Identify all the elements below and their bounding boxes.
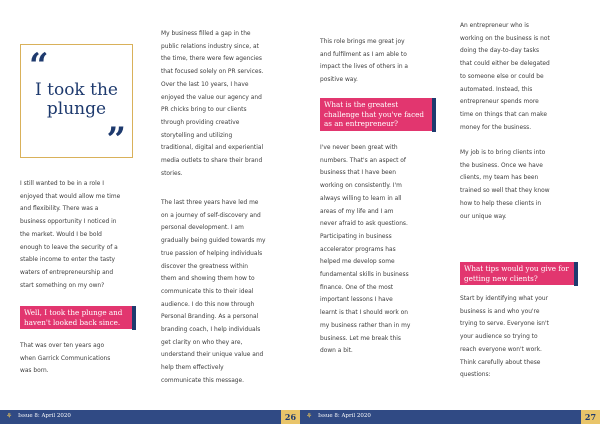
text-line: learnt is that I should work on xyxy=(320,310,408,317)
text-line: communicate this to their ideal xyxy=(161,288,254,295)
text-line: your audience so trying to xyxy=(460,334,538,341)
text-line: impact the lives of others in a xyxy=(320,64,409,71)
text-line: down a bit. xyxy=(320,348,353,355)
callout-bar-2 xyxy=(432,98,436,132)
text-line: reach everyone won't work. xyxy=(460,346,542,353)
text-line: was born. xyxy=(20,368,49,375)
text-line: Participating in business xyxy=(320,233,392,240)
text-line: enjoyed that would allow me time xyxy=(20,193,121,200)
right-col1-top-text xyxy=(320,36,408,87)
text-line: areas of my life and I am xyxy=(320,208,394,215)
text-line: helped me develop some xyxy=(320,259,395,266)
text-line: automated. Instead, this xyxy=(460,86,533,93)
left-col1-after-text xyxy=(20,340,110,378)
text-line: audience. I do this now through xyxy=(161,301,255,308)
pull-quote-text xyxy=(21,81,132,119)
text-line: questions: xyxy=(460,372,491,379)
text-line: personal development. I am xyxy=(161,225,244,232)
text-line: waters of entrepreneurship and xyxy=(20,269,114,276)
text-line: money for the business. xyxy=(460,124,532,131)
text-line: finance. One of the most xyxy=(320,284,394,291)
highlight-callout-3 xyxy=(460,262,574,285)
left-col1-text xyxy=(20,178,120,292)
text-line: true passion of helping individuals xyxy=(161,250,263,257)
flower-logo-icon: ⚘ xyxy=(6,412,13,420)
text-line: I still wanted to be in a role I xyxy=(20,181,104,187)
text-line: how to help these clients in xyxy=(460,200,542,207)
text-line: understand their unique value and xyxy=(161,352,264,359)
callout-line: challenge that you've faced xyxy=(324,109,424,119)
text-line: time on things that can make xyxy=(460,111,547,118)
text-line: the market. Would I be bold xyxy=(20,231,102,238)
text-line: Start by identifying what your xyxy=(460,296,549,302)
callout-line: What tips would you give for xyxy=(464,264,569,273)
text-line: always willing to learn in all xyxy=(320,195,402,202)
text-line: that focused solely on PR services. xyxy=(161,69,264,76)
callout-line: getting new clients? xyxy=(464,273,538,283)
text-line: the business. Once we have xyxy=(460,162,543,169)
right-page xyxy=(300,0,600,424)
text-line: working on consistently. I'm xyxy=(320,183,402,190)
text-line: An entrepreneur who is xyxy=(460,23,529,29)
text-line: media outlets to share their brand xyxy=(161,158,263,165)
footer-left xyxy=(0,410,300,424)
text-line: help them effectively xyxy=(161,365,224,372)
page-number-right: 27 xyxy=(581,410,600,424)
text-line: that could either be delegated xyxy=(460,61,550,68)
pull-quote-line-1: I took the xyxy=(35,80,118,100)
text-line: stories. xyxy=(161,170,183,177)
text-line: My business filled a gap in the xyxy=(161,31,251,37)
text-line: through providing creative xyxy=(161,119,240,126)
text-line xyxy=(460,134,550,147)
left-col2-bottom-text xyxy=(161,197,265,388)
text-line: working on the business is not xyxy=(460,35,550,42)
callout-line: Well, I took the plunge and xyxy=(24,308,123,317)
text-line: gradually being guided towards my xyxy=(161,238,266,245)
text-line: when Garrick Communications xyxy=(20,355,111,362)
page-number-left: 26 xyxy=(281,410,300,424)
text-line: discover the greatness within xyxy=(161,263,249,270)
text-line: get clarity on who they are, xyxy=(161,339,243,346)
right-col2-bottom-text xyxy=(460,293,549,382)
text-line: That was over ten years ago xyxy=(20,343,105,349)
text-line: never afraid to ask questions. xyxy=(320,221,408,228)
callout-bar-3 xyxy=(574,262,578,286)
footer-right xyxy=(300,410,600,424)
text-line: our unique way. xyxy=(460,213,507,220)
flower-logo-icon: ⚘ xyxy=(306,412,313,420)
text-line: accelerator programs has xyxy=(320,246,396,253)
pull-quote-box xyxy=(20,44,133,158)
pull-quote-line-2: plunge xyxy=(46,99,107,119)
text-line: enjoyed the value our agency and xyxy=(161,94,262,101)
text-line: business is and who you're xyxy=(460,308,540,315)
text-line: public relations industry since, at xyxy=(161,43,259,50)
text-line: positive way. xyxy=(320,77,358,84)
text-line: Think carefully about these xyxy=(460,359,541,366)
callout-bar-1 xyxy=(132,306,136,330)
text-line: on a journey of self-discovery and xyxy=(161,212,261,219)
text-line: stable income to enter the tasty xyxy=(20,257,116,264)
text-line: Personal Branding. As a personal xyxy=(161,314,259,321)
callout-line: haven't looked back since. xyxy=(24,317,121,327)
text-line: PR chicks bring to our clients xyxy=(161,107,247,114)
highlight-callout-1 xyxy=(20,306,132,329)
text-line: to someone else or could be xyxy=(460,73,544,80)
text-line: communicate this message. xyxy=(161,377,245,384)
text-line: Over the last 10 years, I have xyxy=(161,81,249,88)
open-quote-mark: “ xyxy=(29,46,49,86)
text-line: and flexibility. There was a xyxy=(20,206,99,213)
callout-line: What is the greatest xyxy=(324,100,399,109)
footer-issue-left: Issue 8: April 2020 xyxy=(18,413,71,419)
text-line: trying to serve. Everyone isn't xyxy=(460,321,549,328)
text-line: fundamental skills in business xyxy=(320,272,409,279)
footer-issue-right: Issue 8: April 2020 xyxy=(318,413,371,419)
text-line: business. Let me break this xyxy=(320,335,401,342)
right-col2-top-text xyxy=(460,20,550,223)
text-line: entrepreneur spends more xyxy=(460,99,539,106)
text-line: storytelling and utilizing xyxy=(161,132,233,139)
text-line: The last three years have led me xyxy=(161,200,259,206)
text-line: business opportunity I noticed in xyxy=(20,219,117,226)
close-quote-mark: ” xyxy=(106,120,126,160)
text-line: doing the day-to-day tasks xyxy=(460,48,540,55)
text-line: start something on my own? xyxy=(20,282,105,289)
text-line: traditional, digital and experiential xyxy=(161,145,264,152)
callout-line: as an entrepreneur? xyxy=(324,119,399,129)
text-line: the time, there were few agencies xyxy=(161,56,262,63)
highlight-callout-2 xyxy=(320,98,432,131)
right-col1-bottom-text xyxy=(320,142,410,358)
text-line: numbers. That's an aspect of xyxy=(320,157,406,164)
text-line: my business rather than in my xyxy=(320,322,411,329)
text-line: business that I have been xyxy=(320,170,397,177)
text-line: This role brings me great joy xyxy=(320,39,405,45)
text-line: important lessons I have xyxy=(320,297,393,304)
text-line: them and showing them how to xyxy=(161,276,255,283)
text-line: and fulfilment as I am able to xyxy=(320,51,407,58)
text-line: My job is to bring clients into xyxy=(460,150,546,157)
text-line: I've never been great with xyxy=(320,145,398,151)
text-line: enough to leave the security of a xyxy=(20,244,118,251)
text-line: clients, my team has been xyxy=(460,175,539,182)
left-col2-top-text xyxy=(161,28,264,180)
text-line: trained so well that they know xyxy=(460,188,550,195)
text-line: branding coach, I help individuals xyxy=(161,327,261,334)
